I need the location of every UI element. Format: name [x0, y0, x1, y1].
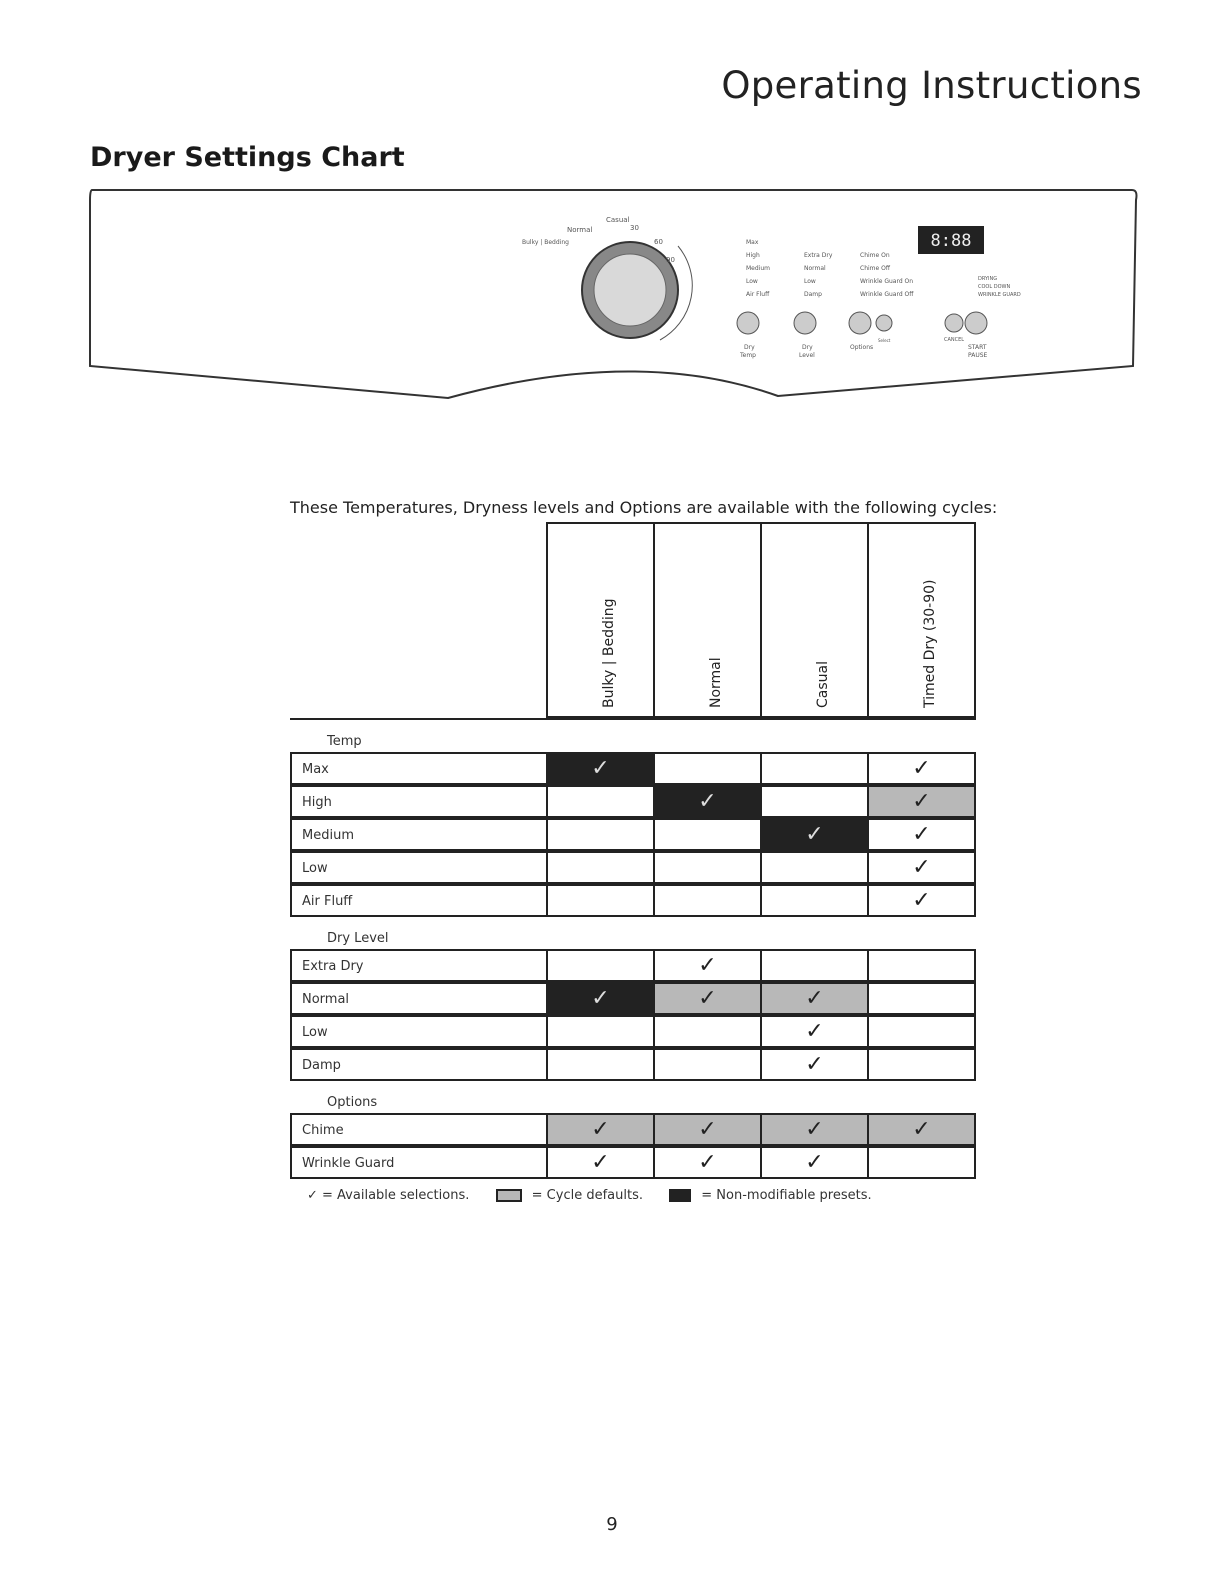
table-cell	[760, 1113, 869, 1146]
table-row	[290, 818, 976, 851]
group-label: Dry Level	[327, 931, 389, 946]
checkmark-icon: ✓	[912, 854, 931, 880]
dry-level-button	[794, 312, 816, 334]
legend	[307, 1188, 872, 1203]
row-label: Damp	[302, 1058, 341, 1073]
table-cell	[867, 949, 976, 982]
dry-level-led: Normal	[804, 265, 826, 272]
table-row	[290, 785, 976, 818]
pause-label: PAUSE	[968, 352, 988, 359]
row-label: Extra Dry	[302, 959, 364, 974]
row-label: Max	[302, 762, 329, 777]
table-row	[290, 884, 976, 917]
table-cell	[867, 851, 976, 884]
option-led: Chime On	[860, 252, 890, 259]
row-label: Normal	[302, 992, 350, 1007]
table-cell	[653, 752, 762, 785]
dry-level-label: Dry	[802, 344, 813, 351]
select-label: Select	[878, 338, 891, 343]
checkmark-icon: ✓	[912, 887, 931, 913]
group-label: Options	[327, 1095, 378, 1110]
table-cell	[653, 949, 762, 982]
table-cell	[760, 1146, 869, 1179]
cycle-header	[867, 522, 976, 718]
table-cell	[653, 818, 762, 851]
row-label: High	[302, 795, 332, 810]
table-cell	[653, 1015, 762, 1048]
table-cell	[760, 949, 869, 982]
table-cell	[760, 982, 869, 1015]
settings-table	[290, 522, 976, 1222]
status-led: WRINKLE GUARD	[978, 292, 1021, 298]
option-led: Wrinkle Guard On	[860, 278, 914, 285]
table-row	[290, 1048, 976, 1081]
table-cell	[867, 785, 976, 818]
header-baseline	[290, 718, 976, 720]
table-cell	[653, 1113, 762, 1146]
select-button	[876, 315, 892, 331]
row-label-cell	[290, 1113, 548, 1146]
table-cell	[546, 785, 655, 818]
table-cell	[653, 1048, 762, 1081]
row-label-cell	[290, 1146, 548, 1179]
table-row	[290, 982, 976, 1015]
table-row	[290, 752, 976, 785]
table-row	[290, 1113, 976, 1146]
table-cell	[546, 1113, 655, 1146]
row-label-cell	[290, 851, 548, 884]
table-cell	[867, 982, 976, 1015]
group-label: Temp	[327, 734, 362, 749]
option-led: Chime Off	[860, 265, 890, 272]
temp-led: Air Fluff	[746, 291, 770, 298]
table-cell	[760, 1048, 869, 1081]
legend-preset-swatch	[669, 1189, 691, 1202]
dial-label-casual: Casual	[606, 216, 630, 224]
intro-text: These Temperatures, Dryness levels and Options are available with the following cycles:	[290, 498, 998, 517]
row-label: Low	[302, 1025, 328, 1040]
table-cell	[867, 818, 976, 851]
cycle-header	[546, 522, 655, 718]
dry-level-label: Level	[799, 352, 815, 359]
cycle-header-label: Bulky | Bedding	[600, 598, 617, 708]
checkmark-icon: ✓	[805, 1149, 824, 1175]
checkmark-icon: ✓	[912, 755, 931, 781]
table-cell	[867, 1048, 976, 1081]
row-label-cell	[290, 949, 548, 982]
cancel-button	[945, 314, 963, 332]
row-label: Chime	[302, 1123, 344, 1138]
row-label-cell	[290, 818, 548, 851]
checkmark-icon: ✓	[805, 1116, 824, 1142]
legend-presets: = Non-modifiable presets.	[701, 1188, 872, 1203]
checkmark-icon: ✓	[698, 985, 717, 1011]
row-label-cell	[290, 982, 548, 1015]
checkmark-icon: ✓	[698, 952, 717, 978]
checkmark-icon: ✓	[591, 1149, 610, 1175]
table-cell	[760, 785, 869, 818]
table-cell	[546, 851, 655, 884]
temp-led-column	[746, 239, 770, 298]
checkmark-icon: ✓	[698, 788, 717, 814]
table-cell	[546, 818, 655, 851]
temp-led: Max	[746, 239, 759, 246]
table-row	[290, 851, 976, 884]
cycle-header-label: Timed Dry (30-90)	[921, 579, 938, 708]
status-led: COOL DOWN	[978, 284, 1011, 290]
legend-default-swatch	[496, 1189, 522, 1202]
table-cell	[546, 752, 655, 785]
table-cell	[546, 884, 655, 917]
dial-label-bulky: Bulky | Bedding	[522, 239, 569, 246]
checkmark-icon: ✓	[805, 821, 824, 847]
cycle-header	[653, 522, 762, 718]
table-cell	[546, 1015, 655, 1048]
table-cell	[867, 1113, 976, 1146]
cycle-header-label: Normal	[707, 657, 724, 708]
table-cell	[760, 752, 869, 785]
start-pause-button	[965, 312, 987, 334]
temp-led: Medium	[746, 265, 770, 272]
dry-level-led: Damp	[804, 291, 822, 298]
row-label-cell	[290, 752, 548, 785]
table-cell	[653, 884, 762, 917]
dry-temp-label: Temp	[740, 352, 756, 359]
checkmark-icon: ✓	[698, 1149, 717, 1175]
dial-label-90: 90	[666, 256, 675, 264]
option-led: Wrinkle Guard Off	[860, 291, 914, 298]
option-led-column	[860, 252, 914, 298]
dial-label-30: 30	[630, 224, 639, 232]
start-label: START	[968, 344, 987, 351]
dry-level-led-column	[804, 252, 833, 298]
dry-temp-label: Dry	[744, 344, 755, 351]
cycle-header-label: Casual	[814, 661, 831, 708]
options-label: Options	[850, 344, 874, 351]
row-label: Medium	[302, 828, 354, 843]
checkmark-icon: ✓	[698, 1116, 717, 1142]
dial-label-60: 60	[654, 238, 663, 246]
table-cell	[760, 1015, 869, 1048]
row-label-cell	[290, 1048, 548, 1081]
cycle-header	[760, 522, 869, 718]
table-cell	[546, 949, 655, 982]
table-cell	[867, 752, 976, 785]
checkmark-icon: ✓	[912, 821, 931, 847]
row-label-cell	[290, 1015, 548, 1048]
status-led-column	[978, 276, 1021, 298]
checkmark-icon: ✓	[912, 1116, 931, 1142]
row-label: Low	[302, 861, 328, 876]
table-cell	[546, 982, 655, 1015]
checkmark-icon: ✓	[805, 985, 824, 1011]
checkmark-icon: ✓	[805, 1018, 824, 1044]
table-row	[290, 949, 976, 982]
row-label-cell	[290, 884, 548, 917]
table-cell	[653, 785, 762, 818]
dry-level-led: Low	[804, 278, 816, 285]
table-cell	[760, 818, 869, 851]
cycle-dial-knob	[594, 254, 666, 326]
control-panel-illustration	[88, 186, 1140, 408]
table-row	[290, 1146, 976, 1179]
checkmark-icon: ✓	[591, 1116, 610, 1142]
table-cell	[867, 884, 976, 917]
dry-temp-button	[737, 312, 759, 334]
legend-available: ✓ = Available selections.	[307, 1188, 470, 1203]
table-cell	[760, 884, 869, 917]
checkmark-icon: ✓	[591, 985, 610, 1011]
legend-defaults: = Cycle defaults.	[531, 1188, 643, 1203]
table-cell	[653, 1146, 762, 1179]
table-cell	[653, 982, 762, 1015]
row-label: Wrinkle Guard	[302, 1156, 395, 1171]
dry-level-led: Extra Dry	[804, 252, 833, 259]
table-cell	[653, 851, 762, 884]
row-label-cell	[290, 785, 548, 818]
section-title: Dryer Settings Chart	[90, 142, 405, 173]
temp-led: Low	[746, 278, 758, 285]
options-button	[849, 312, 871, 334]
time-display-digits: 8:88	[930, 231, 972, 251]
checkmark-icon: ✓	[912, 788, 931, 814]
row-label: Air Fluff	[302, 894, 353, 909]
checkmark-icon: ✓	[591, 755, 610, 781]
table-row	[290, 1015, 976, 1048]
dial-label-normal: Normal	[567, 226, 593, 234]
page-number: 9	[606, 1514, 618, 1535]
table-cell	[546, 1048, 655, 1081]
page-header: Operating Instructions	[721, 64, 1142, 107]
table-cell	[760, 851, 869, 884]
table-cell	[867, 1015, 976, 1048]
cancel-label: CANCEL	[944, 337, 965, 343]
temp-led: High	[746, 252, 760, 259]
table-cell	[867, 1146, 976, 1179]
checkmark-icon: ✓	[805, 1051, 824, 1077]
table-cell	[546, 1146, 655, 1179]
status-led: DRYING	[978, 276, 998, 282]
